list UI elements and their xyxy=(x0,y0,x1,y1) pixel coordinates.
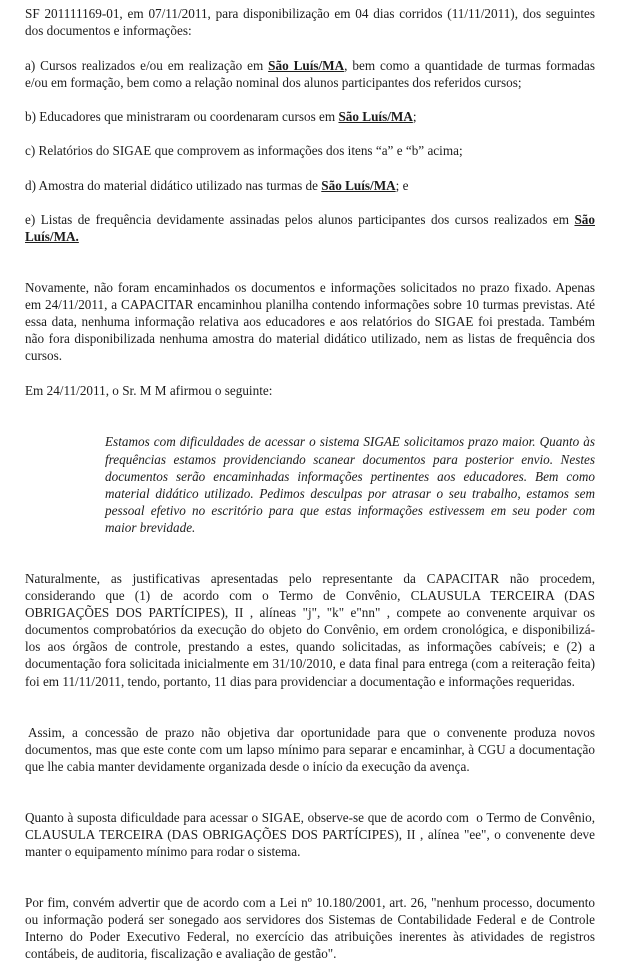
list-item-d-text-before: d) Amostra do material didático utilizado nas turmas de xyxy=(25,177,322,193)
spacer xyxy=(25,245,595,263)
spacer xyxy=(25,263,595,279)
quotation-block: Estamos com dificuldades de acessar o sistema SIGAE solicitamos prazo maior. Quanto às frequências estamos providenciando scanear documentos para posterior envio. Nestes documentos serão encaminhadas informações pertinentes aos educadores. Bem como material didático utilizado. Pedimos desculpas por atrasar o seu trabalho, estamos sem pessoal efetivo no escritório para que estas informações estivessem em seu poder com maior brevidade. xyxy=(105,434,595,535)
paragraph-afirmacao: Em 24/11/2011, o Sr. M M afirmou o seguinte: xyxy=(25,383,273,399)
paragraph-porfim: Por fim, convém advertir que de acordo com a Lei nº 10.180/2001, art. 26, "nenhum processo, documento ou informação poderá ser sonegado aos servidores dos Sistemas de Contabilidade Federal e de Controle Interno do Poder Executivo Federal, no exercício das atribuições inerentes às atividades de registros contábeis, de auditoria, fiscalização e avaliação de gestão". xyxy=(25,895,595,962)
spacer xyxy=(25,775,595,793)
list-item-d-text-after: ; e xyxy=(395,177,409,193)
spacer xyxy=(25,160,595,177)
paragraph-quanto: Quanto à suposta dificuldade para acessar o SIGAE, observe-se que de acordo com o Termo de Convênio, CLAUSULA TERCEIRA (DAS OBRIGAÇÕES DOS PARTÍCIPES), II , alínea "ee", o convenente deve manter o equipamento mínimo para rodar o sistema. xyxy=(25,809,599,860)
spacer xyxy=(25,399,595,417)
spacer xyxy=(25,364,595,382)
place-name-sao-luis-ma: São Luís/MA xyxy=(338,109,413,125)
paragraph-novamente: Novamente, não foram encaminhados os documentos e informações solicitados no prazo fixado. Apenas em 24/11/2011, a CAPACITAR encaminhou planilha contendo informações sobre 10 turmas previstas. Até essa data, nenhuma informação relativa aos educadores e aos relatórios do SIGAE foi prestada. Também não fora disponibilizada nenhuma amostra do material didático utilizado, nem as listas de frequência dos cursos. xyxy=(25,279,595,364)
spacer xyxy=(25,194,595,211)
paragraph-intro: SF 201111169-01, em 07/11/2011, para disponibilização em 04 dias corridos (11/11/2011), dos seguintes dos documentos e informações: xyxy=(25,6,595,39)
list-item-b-text-after: ; xyxy=(412,109,417,125)
list-item-b-text-before: b) Educadores que ministraram ou coordenaram cursos em xyxy=(25,109,339,125)
list-item-c-text: c) Relatórios do SIGAE que comprovem as informações dos itens “a” e “b” acima; xyxy=(25,143,463,159)
spacer xyxy=(25,793,595,809)
list-item-a-text-after: , bem como a quantidade de turmas formadas e/ou em formação, bem como a relação nominal dos alunos participantes dos referidos cursos; xyxy=(25,58,596,91)
place-name-sao-luis-ma: São Luís/MA. xyxy=(25,211,595,244)
list-item-e-text-before: e) Listas de frequência devidamente assinadas pelos alunos participantes dos cursos realizados em xyxy=(25,211,575,227)
list-item-d xyxy=(25,177,595,194)
spacer xyxy=(25,554,595,570)
list-item-a-text-before: a) Cursos realizados e/ou em realização em xyxy=(25,58,269,74)
list-item-c xyxy=(25,142,595,159)
spacer xyxy=(25,125,595,142)
place-name-sao-luis-ma: São Luís/MA xyxy=(321,177,396,193)
spacer xyxy=(25,860,595,878)
list-item-b xyxy=(25,108,595,125)
list-item-a xyxy=(25,57,595,91)
list-item-e xyxy=(25,211,595,245)
paragraph-assim: Assim, a concessão de prazo não objetiva dar oportunidade para que o convenente produza novos documentos, mas que este conte com um lapso mínimo para separar e encaminhar, à CGU a documentação que lhe cabia manter devidamente organizada desde o início da execução da avença. xyxy=(25,724,595,774)
spacer xyxy=(25,690,595,708)
spacer xyxy=(25,417,595,433)
spacer xyxy=(25,91,595,108)
place-name-sao-luis-ma: São Luís/MA xyxy=(268,58,345,74)
spacer xyxy=(25,39,595,57)
paragraph-naturalmente: Naturalmente, as justificativas apresentadas pelo representante da CAPACITAR não procedem, considerando que (1) de acordo com o Termo de Convênio, CLAUSULA TERCEIRA (DAS OBRIGAÇÕES DOS PARTÍCIPES), II , alíneas "j", "k" e"nn" , compete ao convenente arquivar os documentos comprobatórios da execução do objeto do Convênio, em ordem cronológica, e disponibilizá-los aos órgãos de controle, prestando a estes, quando solicitadas, as informações cabíveis; e (2) a documentação fora solicitada inicialmente em 31/10/2010, e data final para entrega (com a reiteração feita) foi em 11/11/2011, tendo, portanto, 11 dias para providenciar a documentação e informações requeridas. xyxy=(25,570,595,689)
spacer xyxy=(25,708,595,724)
spacer xyxy=(25,878,595,894)
spacer xyxy=(25,536,595,554)
